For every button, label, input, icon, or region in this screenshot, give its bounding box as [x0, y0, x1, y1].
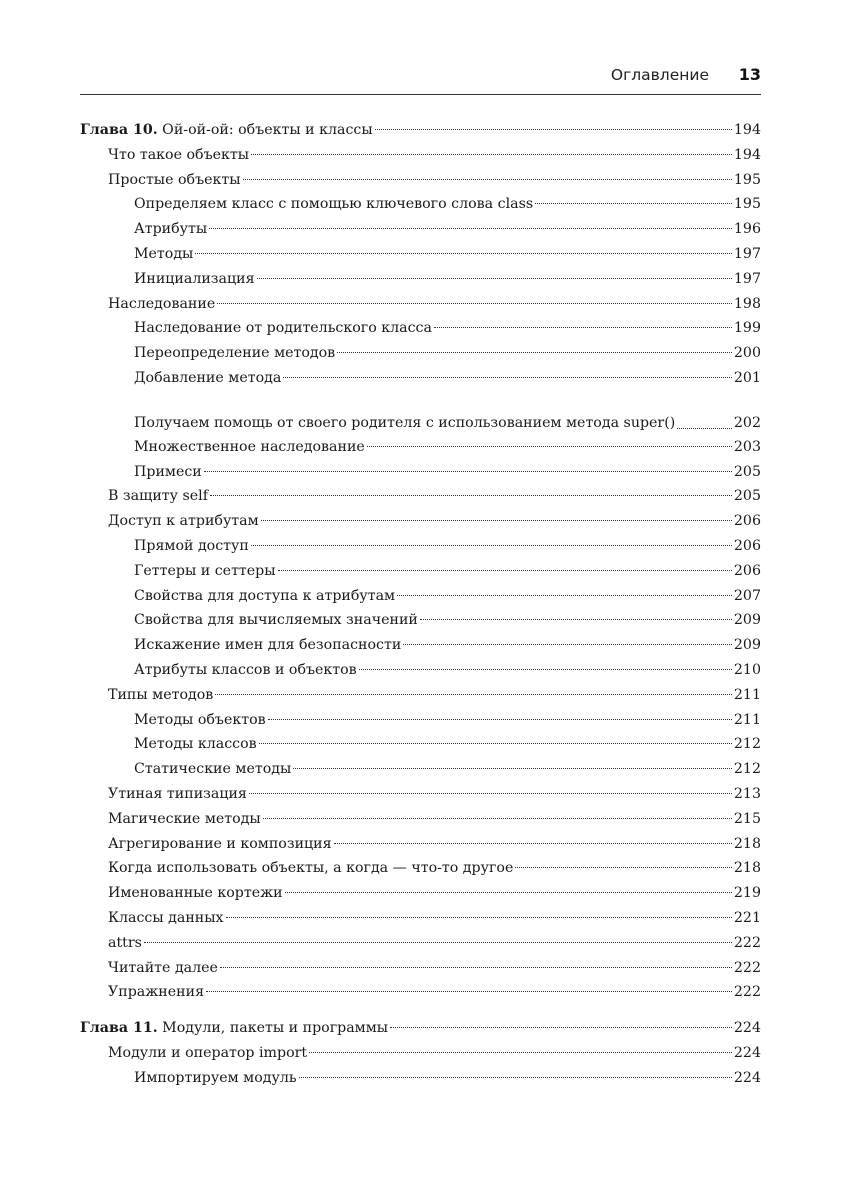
toc-entry[interactable]	[80, 168, 761, 193]
toc-entry-text: Модули и оператор import	[108, 1044, 308, 1061]
dot-leader	[390, 1027, 732, 1028]
toc-entry-title	[134, 708, 266, 733]
toc-entry-text: Читайте далее	[108, 959, 218, 976]
toc-entry[interactable]	[80, 732, 761, 757]
dot-leader	[249, 793, 732, 794]
toc-entry-title	[108, 881, 283, 906]
toc-entry-title	[134, 341, 335, 366]
toc-chapter-entry[interactable]	[80, 118, 761, 143]
toc-entry-title	[134, 732, 257, 757]
toc-entry-text: Ой-ой-ой: объекты и классы	[157, 122, 373, 138]
toc-page-number: 212	[733, 736, 761, 753]
toc-entry-title	[134, 460, 202, 485]
toc-entry-text: Упражнения	[108, 984, 205, 1001]
toc-entry[interactable]	[80, 782, 761, 807]
toc-entry[interactable]	[80, 143, 761, 168]
toc-entry-text: Утиная типизация	[108, 785, 247, 802]
dot-leader	[206, 991, 732, 992]
dot-leader	[204, 471, 732, 472]
toc-page-number: 222	[733, 959, 761, 976]
toc-entry-text: Классы данных	[108, 909, 224, 926]
toc-entry-title	[80, 118, 373, 143]
toc-entry[interactable]	[80, 757, 761, 782]
toc-entry-text: Свойства для доступа к атрибутам	[134, 587, 396, 604]
toc-page-number: 210	[733, 661, 761, 678]
toc-entry-title	[134, 267, 255, 292]
toc-page-number: 215	[733, 810, 761, 827]
toc-entry-text: Атрибуты	[134, 221, 208, 238]
toc-entry-title	[134, 192, 533, 217]
toc-entry-title	[134, 658, 357, 683]
toc-entry-text: Когда использовать объекты, а когда — что-то другое	[108, 860, 514, 877]
toc-entry-title	[108, 143, 249, 168]
toc-entry-text: Методы классов	[134, 736, 257, 753]
toc-entry[interactable]	[80, 292, 761, 317]
toc-entry-title	[108, 956, 218, 981]
dot-leader	[334, 843, 732, 844]
dot-leader	[677, 428, 732, 429]
toc-page-number: 218	[733, 835, 761, 852]
dot-leader	[309, 1052, 732, 1053]
toc-entry-title	[108, 906, 224, 931]
toc-entry-text: Примеси	[134, 463, 202, 480]
toc-entry-text: Агрегирование и композиция	[108, 835, 332, 852]
toc-entry[interactable]	[80, 435, 761, 460]
toc-page-number: 195	[733, 171, 761, 188]
dot-leader	[299, 1077, 732, 1078]
toc-entry-title	[134, 584, 395, 609]
toc-entry[interactable]	[80, 1066, 761, 1091]
dot-leader	[251, 154, 732, 155]
toc-entry-title	[108, 292, 215, 317]
dot-leader	[367, 446, 732, 447]
toc-page-number: 202	[733, 414, 761, 431]
toc-entry-text: Что такое объекты	[108, 146, 250, 163]
dot-leader	[251, 545, 732, 546]
dot-leader	[434, 327, 732, 328]
toc-entry[interactable]	[80, 316, 761, 341]
chapter-number: Глава 11.	[80, 1020, 158, 1037]
dot-leader	[375, 129, 732, 130]
toc-page-number: 205	[733, 463, 761, 480]
toc-entry-title	[134, 242, 193, 267]
toc-entry[interactable]	[80, 980, 761, 1005]
toc-entry-title	[134, 534, 249, 559]
toc-entry-title	[108, 807, 261, 832]
toc-entry-text: Инициализация	[134, 270, 255, 287]
dot-leader	[210, 495, 732, 496]
toc-entry-text: Статические методы	[134, 761, 292, 778]
toc-entry[interactable]	[80, 856, 761, 881]
toc-page-number: 224	[733, 1020, 761, 1037]
toc-page-number: 201	[733, 369, 761, 386]
toc-entry-text: Методы	[134, 245, 194, 262]
toc-entry-title	[134, 757, 291, 782]
toc-entry-title	[108, 782, 247, 807]
toc-page-number: 211	[733, 686, 761, 703]
toc-entry-title	[108, 683, 213, 708]
dot-leader	[535, 203, 732, 204]
toc-page-number: 207	[733, 587, 761, 604]
toc-page-number: 200	[733, 345, 761, 362]
toc-entry-text: Наследование	[108, 295, 216, 312]
toc-entry[interactable]	[80, 608, 761, 633]
toc-entry-text: Свойства для вычисляемых значений	[134, 612, 418, 629]
header-title: Оглавление	[610, 66, 709, 84]
toc-entry-title	[108, 931, 142, 956]
toc-entry[interactable]	[80, 931, 761, 956]
toc-entry-title	[134, 316, 432, 341]
toc-entry-text: Типы методов	[108, 686, 214, 703]
toc-page-number: 206	[733, 537, 761, 554]
toc-page-number: 222	[733, 934, 761, 951]
toc-entry-title	[134, 366, 281, 391]
dot-leader	[259, 743, 732, 744]
toc-page-number: 213	[733, 785, 761, 802]
toc-page-number: 197	[733, 270, 761, 287]
dot-leader	[217, 303, 732, 304]
toc-entry-text: В защиту self	[108, 488, 208, 505]
toc-entry[interactable]	[80, 881, 761, 906]
toc-page-number: 203	[733, 438, 761, 455]
toc-entry-text: Доступ к атрибутам	[108, 513, 259, 530]
toc-entry-text: Определяем класс с помощью ключевого слова class	[134, 196, 534, 213]
running-header	[80, 62, 761, 95]
toc-entry[interactable]	[80, 341, 761, 366]
toc-entry[interactable]	[80, 242, 761, 267]
toc-page-number: 206	[733, 513, 761, 530]
dot-leader	[220, 967, 732, 968]
toc-entry-title	[108, 856, 513, 881]
toc-entry-title	[108, 484, 208, 509]
toc-entry-title	[108, 980, 204, 1005]
toc-page-number: 211	[733, 711, 761, 728]
toc-entry[interactable]	[80, 633, 761, 658]
toc-page-number: 194	[733, 146, 761, 163]
toc-page-number: 205	[733, 488, 761, 505]
toc-page-number: 221	[733, 909, 761, 926]
toc-entry-text: Прямой доступ	[134, 537, 249, 554]
toc-entry-text: Геттеры и сеттеры	[134, 562, 276, 579]
toc-entry-text: Атрибуты классов и объектов	[134, 661, 357, 678]
toc-page-number: 206	[733, 562, 761, 579]
toc-entry[interactable]	[80, 956, 761, 981]
toc-entry[interactable]	[80, 683, 761, 708]
toc-entry-title	[134, 217, 207, 242]
toc-entry[interactable]	[80, 391, 761, 435]
toc-page-number: 197	[733, 245, 761, 262]
toc-entry[interactable]	[80, 192, 761, 217]
toc-entry-text: Добавление метода	[134, 369, 282, 386]
dot-leader	[515, 867, 732, 868]
dot-leader	[283, 377, 732, 378]
dot-leader	[261, 520, 732, 521]
dot-leader	[293, 768, 732, 769]
toc-page-number: 218	[733, 860, 761, 877]
toc-entry-text: Получаем помощь от своего родителя с использованием метода super()	[134, 414, 676, 431]
toc-entry-title	[134, 1066, 297, 1091]
toc-entry[interactable]	[80, 267, 761, 292]
toc-entry[interactable]	[80, 658, 761, 683]
toc-page-number: 209	[733, 637, 761, 654]
toc-entry[interactable]	[80, 366, 761, 391]
toc-entry-text: Наследование от родительского класса	[134, 320, 432, 337]
toc-entry-text: Именованные кортежи	[108, 885, 283, 902]
toc-entry-title	[108, 509, 259, 534]
toc-entry-text: Методы объектов	[134, 711, 266, 728]
toc-entry-title	[134, 559, 276, 584]
toc-entry-text: Модули, пакеты и программы	[157, 1020, 389, 1037]
toc-entry[interactable]	[80, 534, 761, 559]
dot-leader	[226, 917, 732, 918]
toc-chapter-entry[interactable]	[80, 1016, 761, 1041]
dot-leader	[243, 179, 732, 180]
toc-page-number: 209	[733, 612, 761, 629]
toc-entry[interactable]	[80, 460, 761, 485]
toc-entry[interactable]	[80, 906, 761, 931]
toc-entry-title	[108, 832, 332, 857]
dot-leader	[263, 818, 732, 819]
dot-leader	[397, 595, 732, 596]
toc-page-number: 224	[733, 1069, 761, 1086]
toc-entry-text: attrs	[108, 934, 142, 951]
toc-entry-text: Переопределение методов	[134, 345, 336, 362]
toc-entry-text: Импортируем модуль	[134, 1069, 297, 1086]
toc-entry-text: Множественное наследование	[134, 438, 365, 455]
chapter-number: Глава 10.	[80, 122, 158, 138]
toc-entry-text: Искажение имен для безопасности	[134, 637, 402, 654]
toc-page-number: 195	[733, 196, 761, 213]
toc-entry-title	[134, 608, 418, 633]
dot-leader	[359, 669, 732, 670]
dot-leader	[403, 644, 732, 645]
toc-entry[interactable]	[80, 509, 761, 534]
toc-entry-title	[134, 435, 365, 460]
toc-page-number: 222	[733, 984, 761, 1001]
dot-leader	[215, 694, 732, 695]
toc-entry[interactable]	[80, 484, 761, 509]
toc-page-number: 196	[733, 221, 761, 238]
toc-entry[interactable]	[80, 832, 761, 857]
dot-leader	[337, 352, 732, 353]
toc-page-number: 199	[733, 320, 761, 337]
toc-page-number: 219	[733, 885, 761, 902]
toc-entry[interactable]	[80, 559, 761, 584]
toc-entry[interactable]	[80, 708, 761, 733]
toc-entry-title	[108, 1041, 307, 1066]
toc-entry-text: Магические методы	[108, 810, 261, 827]
dot-leader	[257, 278, 732, 279]
toc-entry-title	[134, 633, 401, 658]
toc-entry-title	[108, 168, 241, 193]
dot-leader	[268, 719, 732, 720]
toc-entry[interactable]	[80, 217, 761, 242]
table-of-contents	[80, 118, 761, 1090]
toc-entry[interactable]	[80, 807, 761, 832]
dot-leader	[285, 892, 732, 893]
dot-leader	[144, 942, 732, 943]
toc-entry[interactable]	[80, 584, 761, 609]
dot-leader	[278, 570, 732, 571]
toc-entry-title	[80, 1016, 388, 1041]
toc-page-number: 198	[733, 295, 761, 312]
toc-entry-text: Простые объекты	[108, 171, 241, 188]
dot-leader	[209, 228, 732, 229]
toc-page-number: 212	[733, 761, 761, 778]
dot-leader	[195, 253, 732, 254]
header-page-number: 13	[738, 65, 761, 84]
toc-entry-title	[134, 413, 675, 433]
toc-entry[interactable]	[80, 1041, 761, 1066]
dot-leader	[420, 619, 732, 620]
toc-page-number: 194	[733, 122, 761, 138]
toc-page-number: 224	[733, 1044, 761, 1061]
